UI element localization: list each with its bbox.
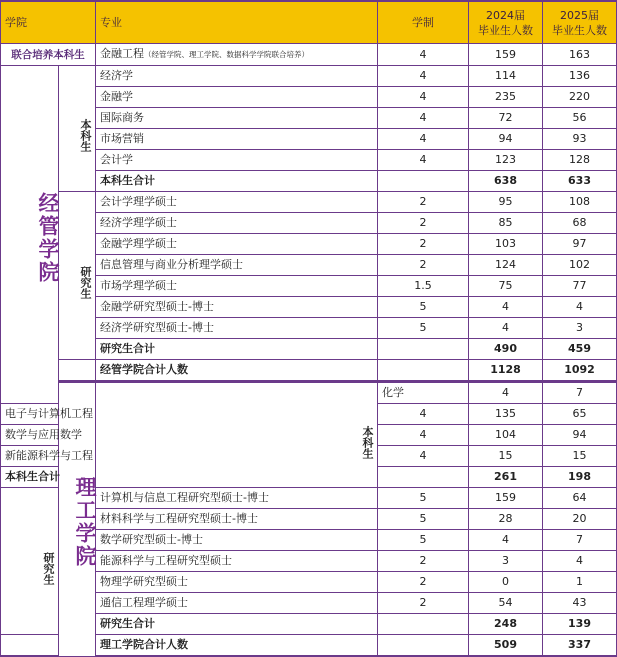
empty-cell	[378, 635, 469, 657]
count-2024-cell: 72	[469, 108, 543, 129]
major-cell: 金融学研究型硕士-博士	[96, 297, 378, 318]
count-2024-cell: 15	[469, 446, 543, 467]
major-cell: 经济学理学硕士	[96, 213, 378, 234]
years-cell: 2	[378, 192, 469, 213]
count-2024-cell: 135	[469, 404, 543, 425]
years-cell: 4	[378, 44, 469, 66]
count-2025-cell: 198	[543, 467, 617, 488]
years-cell: 4	[378, 66, 469, 87]
major-cell: 会计学	[96, 150, 378, 171]
count-2025-cell: 20	[543, 509, 617, 530]
count-2024-cell: 123	[469, 150, 543, 171]
count-2024-cell: 159	[469, 488, 543, 509]
count-2025-cell: 94	[543, 425, 617, 446]
count-2025-cell: 65	[543, 404, 617, 425]
count-2025-cell: 93	[543, 129, 617, 150]
count-2024-cell: 114	[469, 66, 543, 87]
count-2025-cell: 459	[543, 339, 617, 360]
level-econ-grad: 研究生	[59, 192, 96, 360]
years-cell: 2	[378, 255, 469, 276]
empty-cell	[1, 635, 59, 657]
empty-cell	[378, 360, 469, 382]
major-cell: 电子与计算机工程	[1, 404, 59, 425]
subtotal-label: 研究生合计	[96, 339, 378, 360]
years-cell: 2	[378, 213, 469, 234]
years-cell: 5	[378, 530, 469, 551]
joint-label: 联合培养本科生	[1, 44, 96, 66]
years-cell: 2	[378, 551, 469, 572]
header-years: 学制	[378, 1, 469, 44]
count-2025-cell: 97	[543, 234, 617, 255]
count-2024-cell: 94	[469, 129, 543, 150]
major-cell: 材料科学与工程研究型硕士-博士	[96, 509, 378, 530]
count-2024-cell: 248	[469, 614, 543, 635]
count-2024-cell: 54	[469, 593, 543, 614]
level-sci-grad: 研究生	[1, 488, 59, 635]
count-2025-cell: 15	[543, 446, 617, 467]
empty-cell	[378, 467, 469, 488]
count-2024-cell: 0	[469, 572, 543, 593]
years-cell: 4	[378, 150, 469, 171]
count-2025-cell: 56	[543, 108, 617, 129]
college-sci: 理工学院	[59, 382, 96, 657]
count-2024-cell: 261	[469, 467, 543, 488]
major-cell: 金融学理学硕士	[96, 234, 378, 255]
empty-cell	[378, 614, 469, 635]
level-econ-undergrad: 本科生	[59, 66, 96, 192]
count-2025-cell: 139	[543, 614, 617, 635]
table-row	[1, 192, 617, 213]
major-cell: 通信工程理学硕士	[96, 593, 378, 614]
count-2025-cell: 77	[543, 276, 617, 297]
years-cell: 5	[378, 297, 469, 318]
count-2024-cell: 75	[469, 276, 543, 297]
count-2024-cell: 4	[469, 318, 543, 339]
years-cell: 2	[378, 234, 469, 255]
joint-major: 金融工程（经管学院、理工学院、数据科学学院联合培养）	[96, 44, 378, 66]
major-cell: 金融学	[96, 87, 378, 108]
major-cell: 物理学研究型硕士	[96, 572, 378, 593]
major-cell: 计算机与信息工程研究型硕士-博士	[96, 488, 378, 509]
count-2025-cell: 163	[543, 44, 617, 66]
count-2024-cell: 509	[469, 635, 543, 657]
major-cell: 数学与应用数学	[1, 425, 59, 446]
years-cell: 2	[378, 593, 469, 614]
count-2024-cell: 235	[469, 87, 543, 108]
count-2025-cell: 1092	[543, 360, 617, 382]
count-2025-cell: 108	[543, 192, 617, 213]
count-2024-cell: 95	[469, 192, 543, 213]
count-2024-cell: 103	[469, 234, 543, 255]
count-2024-cell: 104	[469, 425, 543, 446]
header-2024: 2024届 毕业生人数	[469, 1, 543, 44]
count-2024-cell: 3	[469, 551, 543, 572]
joint-row	[1, 44, 617, 66]
count-2024-cell: 85	[469, 213, 543, 234]
header-row	[1, 1, 617, 44]
subtotal-label: 本科生合计	[96, 171, 378, 192]
count-2025-cell: 128	[543, 150, 617, 171]
years-cell: 5	[378, 318, 469, 339]
major-cell: 市场营销	[96, 129, 378, 150]
count-2025-cell: 7	[543, 530, 617, 551]
header-college: 学院	[1, 1, 96, 44]
count-2025-cell: 3	[543, 318, 617, 339]
major-cell: 经济学	[96, 66, 378, 87]
count-2025-cell: 220	[543, 87, 617, 108]
subtotal-label: 研究生合计	[96, 614, 378, 635]
count-2025-cell: 337	[543, 635, 617, 657]
count-2025-cell: 136	[543, 66, 617, 87]
major-cell: 信息管理与商业分析理学硕士	[96, 255, 378, 276]
count-2025-cell: 102	[543, 255, 617, 276]
count-2024-cell: 7	[543, 382, 617, 404]
count-2024-cell: 4	[469, 530, 543, 551]
college-total-label: 理工学院合计人数	[96, 635, 378, 657]
empty-cell	[378, 171, 469, 192]
count-2025-cell: 1	[543, 572, 617, 593]
major-cell: 国际商务	[96, 108, 378, 129]
years-cell: 4	[378, 87, 469, 108]
years-cell: 2	[378, 572, 469, 593]
years-cell: 4	[378, 129, 469, 150]
count-2025-cell: 4	[543, 297, 617, 318]
count-2024-cell: 28	[469, 509, 543, 530]
major-cell: 经济学研究型硕士-博士	[96, 318, 378, 339]
subtotal-label: 本科生合计	[1, 467, 59, 488]
count-2025-cell: 4	[543, 551, 617, 572]
major-cell: 会计学理学硕士	[96, 192, 378, 213]
years-cell: 4	[378, 404, 469, 425]
count-2025-cell: 68	[543, 213, 617, 234]
college-total-label: 经管学院合计人数	[96, 360, 378, 382]
count-2024-cell: 4	[469, 297, 543, 318]
major-cell: 化学	[378, 382, 469, 404]
table-row	[1, 66, 617, 87]
header-2025: 2025届 毕业生人数	[543, 1, 617, 44]
major-cell: 数学研究型硕士-博士	[96, 530, 378, 551]
count-2024-cell: 159	[469, 44, 543, 66]
empty-cell	[378, 339, 469, 360]
count-2024-cell: 490	[469, 339, 543, 360]
table-row	[1, 382, 617, 404]
count-2025-cell: 64	[543, 488, 617, 509]
count-2025-cell: 43	[543, 593, 617, 614]
header-major: 专业	[96, 1, 378, 44]
years-cell: 5	[378, 488, 469, 509]
years-cell: 4	[469, 382, 543, 404]
college-total-row	[1, 360, 617, 382]
years-cell: 4	[378, 446, 469, 467]
major-cell: 能源科学与工程研究型硕士	[96, 551, 378, 572]
major-cell: 市场学理学硕士	[96, 276, 378, 297]
level-sci-undergrad: 本科生	[96, 382, 378, 488]
years-cell: 1.5	[378, 276, 469, 297]
years-cell: 4	[378, 108, 469, 129]
college-econ: 经管学院	[1, 66, 59, 404]
count-2024-cell: 638	[469, 171, 543, 192]
years-cell: 5	[378, 509, 469, 530]
count-2025-cell: 633	[543, 171, 617, 192]
empty-cell	[59, 360, 96, 382]
years-cell: 4	[378, 425, 469, 446]
count-2024-cell: 124	[469, 255, 543, 276]
count-2024-cell: 1128	[469, 360, 543, 382]
major-cell: 新能源科学与工程	[1, 446, 59, 467]
